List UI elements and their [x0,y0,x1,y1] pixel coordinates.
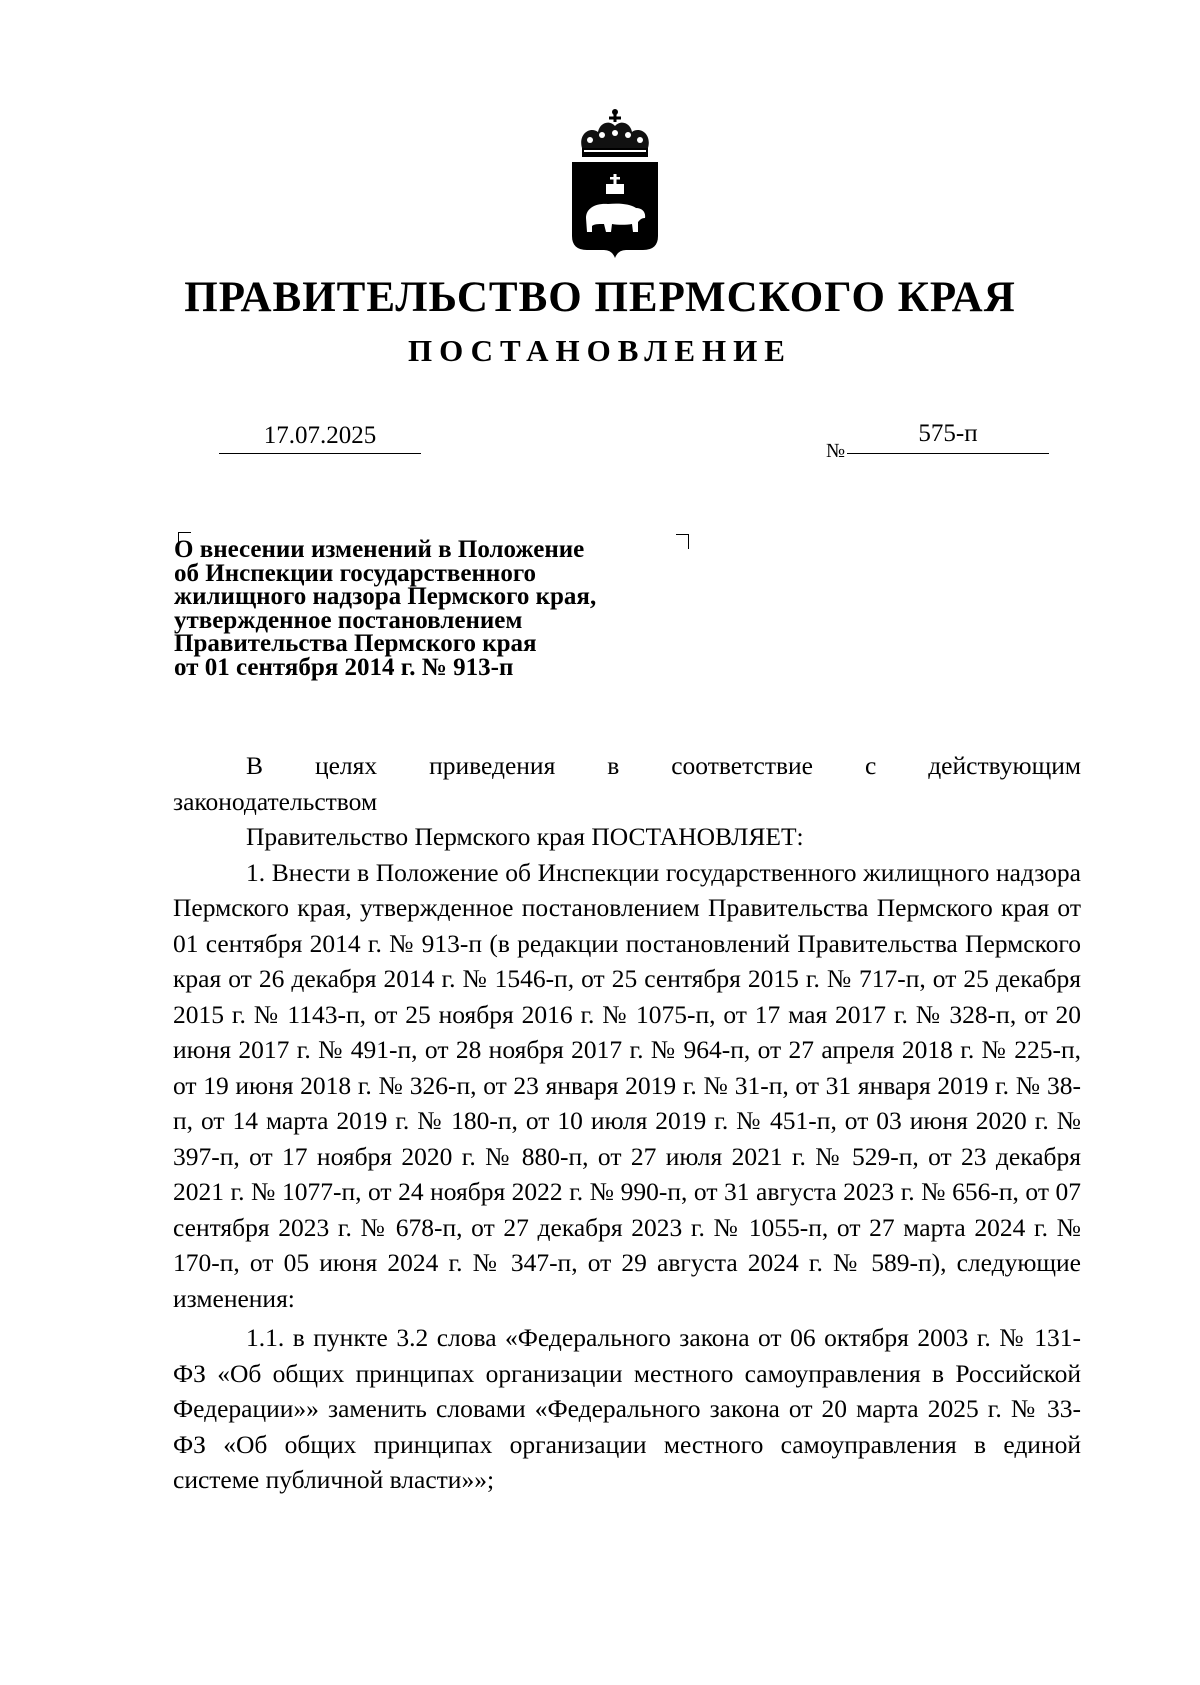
subject-line: от 01 сентября 2014 г. № 913-п [174,653,514,681]
document-body [173,748,1081,1498]
intro-paragraph: В целях приведения в соответствие с действующим [246,751,1081,780]
resolution-statement: Правительство Пермского края ПОСТАНОВЛЯЕТ: [246,822,804,851]
subject-line: Правительства Пермского края [174,630,537,657]
clause-1-1: 1.1. в пункте 3.2 слова «Федерального закона от 06 октября 2003 г. № 131-ФЗ «Об общих принципах организации местного самоуправления в Российской Федерации»» заменить словами «Федерального закона от 20 марта 2025 г. № 33-ФЗ «Об общих принципах организации местного самоуправления в единой системе публичной власти»»; [173,1323,1081,1494]
clause-1: 1. Внести в Положение об Инспекции государственного жилищного надзора Пермского края, утвержденное постановлением Правительства Пермского края от 01 сентября 2014 г. № 913-п (в редакции постановлений Правительства Пермского края от 26 декабря 2014 г. № 1546-п, от 25 сентября 2015 г. № 717-п, от 25 декабря 2015 г. № 1143-п, от 25 ноября 2016 г. № 1075-п, от 17 мая 2017 г. № 328-п, от 20 июня 2017 г. № 491-п, от 28 ноября 2017 г. № 964-п, от 27 апреля 2018 г. № 225-п, от 19 июня 2018 г. № 326-п, от 23 января 2019 г. № 31-п, от 31 января 2019 г. № 38-п, от 14 марта 2019 г. № 180-п, от 10 июля 2019 г. № 451-п, от 03 июня 2020 г. № 397-п, от 17 ноября 2020 г. № 880-п, от 27 июля 2021 г. № 529-п, от 23 декабря 2021 г. № 1077-п, от 24 ноября 2022 г. № 990-п, от 31 августа 2023 г. № 656-п, от 07 сентября 2023 г. № 678-п, от 27 декабря 2023 г. № 1055-п, от 27 марта 2024 г. № 170-п, от 05 июня 2024 г. № 347-п, от 29 августа 2024 г. № 589-п), следующие изменения: [173,857,1081,1313]
subject-line: О внесении изменений в Положение [174,536,585,563]
subject-line: утвержденное постановлением [174,606,523,634]
document-date: 17.07.2025 [219,422,421,454]
subject-line: жилищного надзора Пермского края, [174,583,597,610]
government-title: ПРАВИТЕЛЬСТВО ПЕРМСКОГО КРАЯ [184,274,1016,321]
coat-of-arms-icon [568,108,662,260]
document-type-heading: ПОСТАНОВЛЕНИЕ [408,333,792,368]
document-number: 575-п [847,420,1049,454]
subject-line: об Инспекции государственного [174,559,537,587]
document-subject [174,538,694,679]
intro-paragraph-continuation: законодательством [173,786,378,816]
number-label: № [826,440,846,462]
